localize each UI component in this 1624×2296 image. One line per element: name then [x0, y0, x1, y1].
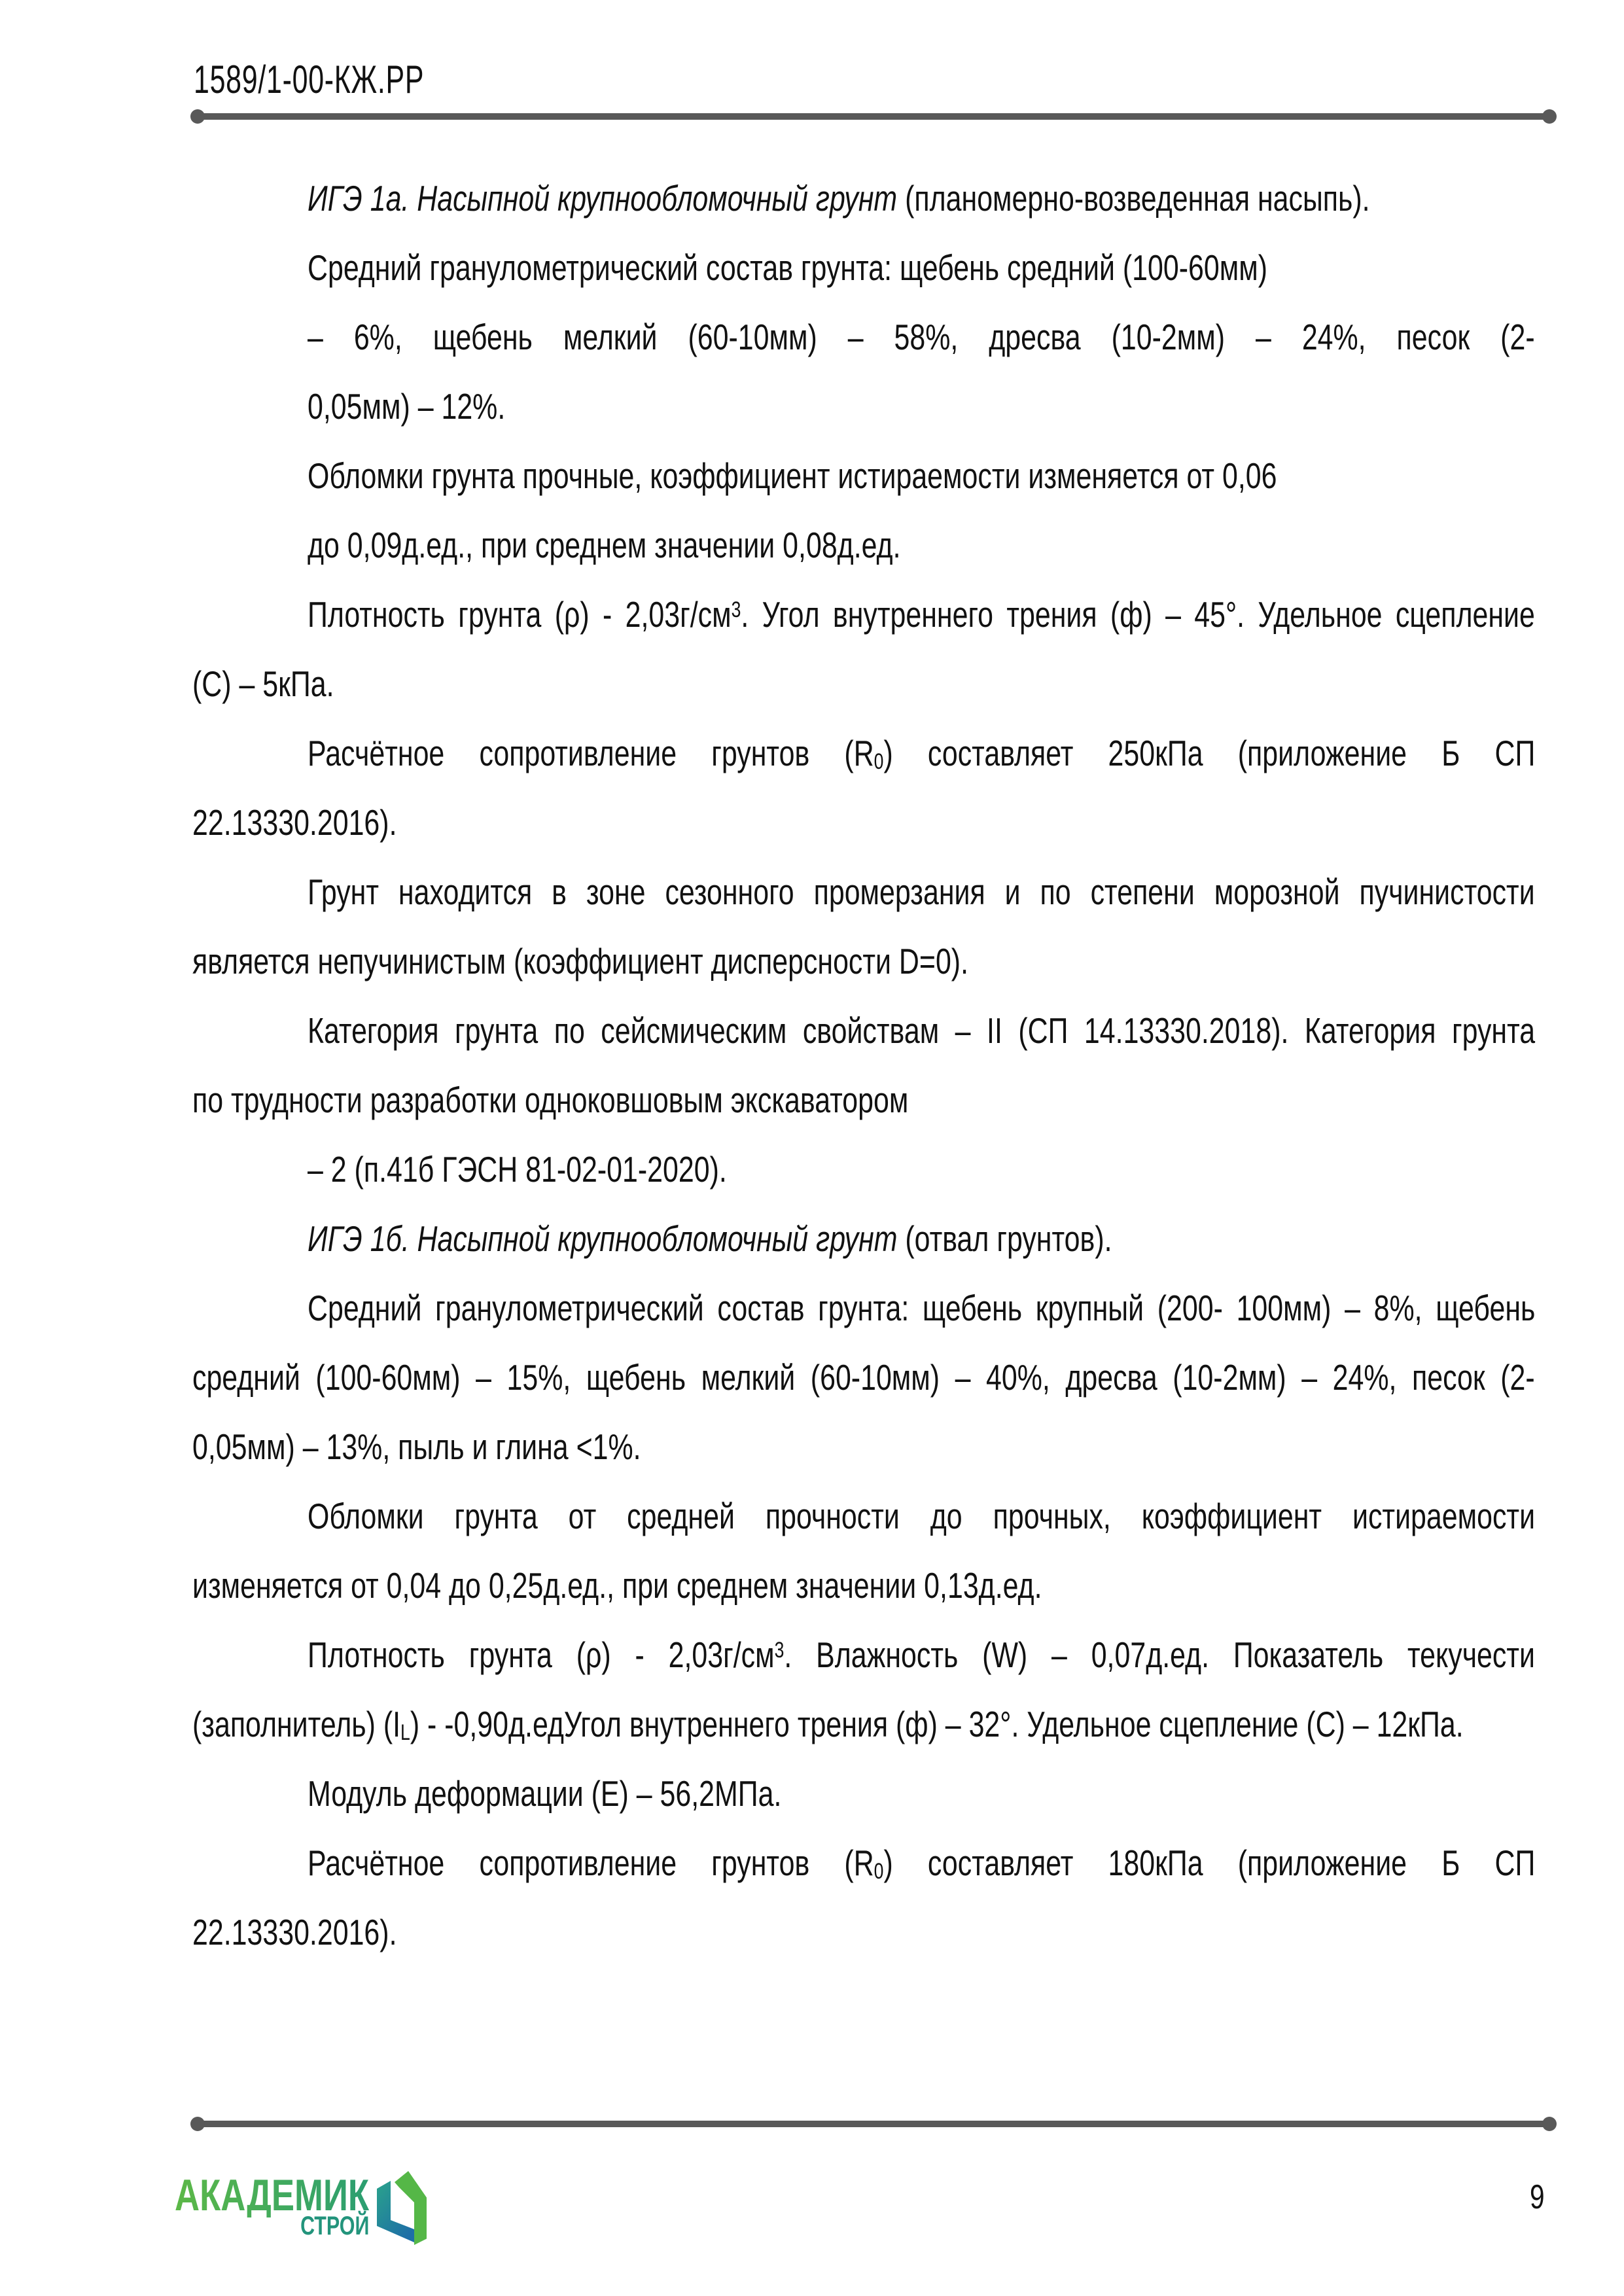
text-line: Плотность грунта $(\rho) - 2,03г/см^3$. Влажность (W) – 0,07д.ед. Показатель текучести	[308, 1634, 1535, 1675]
logo	[175, 2170, 370, 2245]
text-line: – 6%, щебень мелкий (60-10мм) – 58%, дресва (10-2мм) – 24%, песок (2-	[308, 317, 1535, 357]
text-line: – 2 (п.41б ГЭСН 81-02-01-2020).	[308, 1149, 727, 1190]
text-line: (заполнитель) (IL) - -0,90д.едУгол внутреннего трения (ф) – 32°. Удельное сцепление (С) – 12кПа.	[192, 1704, 1464, 1745]
text-line: изменяется от 0,04 до 0,25д.ед., при среднем значении 0,13д.ед.	[192, 1565, 1042, 1606]
text-line: Грунт находится в зоне сезонного промерзания и по степени морозной пучинистости	[308, 872, 1535, 912]
text-line: Плотность грунта $(\rho) - 2,03г/см^3$. Угол внутреннего трения (ф) – 45°. Удельное сцепление	[308, 594, 1535, 635]
text-line: 22.13330.2016).	[192, 802, 397, 843]
text-line: Средний гранулометрический состав грунта: щебень средний (100-60мм)	[308, 247, 1267, 288]
logo-word-stroy: СТРОЙ	[300, 2212, 369, 2240]
logo-word-akademik: АКАДЕМИК	[175, 2170, 370, 2220]
text-line: Обломки грунта от средней прочности до прочных, коэффициент истираемости	[308, 1496, 1536, 1536]
text-line: Категория грунта по сейсмическим свойствам – II (СП 14.13330.2018). Категория грунта	[308, 1010, 1536, 1051]
text-line: 0,05мм) – 13%, пыль и глина <1%.	[192, 1426, 641, 1467]
text-line: 22.13330.2016).	[192, 1912, 397, 1952]
text-line: Расчётное сопротивление грунтов (R0) составляет 250кПа (приложение Б СП	[308, 733, 1536, 774]
page-number: 9	[1530, 2178, 1545, 2216]
footer-rule-left-dot	[190, 2117, 205, 2131]
text-line: до 0,09д.ед., при среднем значении 0,08д.ед.	[308, 525, 901, 565]
text-line: 0,05мм) – 12%.	[308, 386, 506, 427]
header-rule	[198, 113, 1549, 120]
footer-rule	[198, 2121, 1549, 2127]
text-line: (С) – 5кПа.	[192, 663, 334, 704]
text-line: является непучинистым (коэффициент дисперсности D=0).	[192, 941, 969, 981]
header-rule-right-dot	[1542, 109, 1557, 124]
text-line: ИГЭ 1б. Насыпной крупнообломочный грунт (отвал грунтов).	[308, 1218, 1112, 1259]
text-line: Модуль деформации (Е) – 56,2МПа.	[308, 1773, 782, 1814]
text-line: Расчётное сопротивление грунтов (R0) составляет 180кПа (приложение Б СП	[308, 1843, 1536, 1884]
text-block	[192, 164, 1535, 1967]
text-line: Средний гранулометрический состав грунта: щебень крупный (200- 100мм) – 8%, щебень	[308, 1288, 1536, 1328]
text-line: по трудности разработки одноковшовым экскаватором	[192, 1080, 909, 1120]
house-icon	[376, 2170, 427, 2246]
footer-rule-right-dot	[1542, 2117, 1557, 2131]
header-rule-left-dot	[190, 109, 205, 124]
text-line: ИГЭ 1а. Насыпной крупнообломочный грунт (планомерно-возведенная насыпь).	[308, 178, 1370, 219]
text-line: Обломки грунта прочные, коэффициент истираемости изменяется от 0,06	[308, 455, 1277, 496]
text-line: средний (100-60мм) – 15%, щебень мелкий (60-10мм) – 40%, дресва (10-2мм) – 24%, песок (2-	[192, 1357, 1535, 1398]
doc-code: 1589/1-00-КЖ.РР	[194, 58, 425, 101]
